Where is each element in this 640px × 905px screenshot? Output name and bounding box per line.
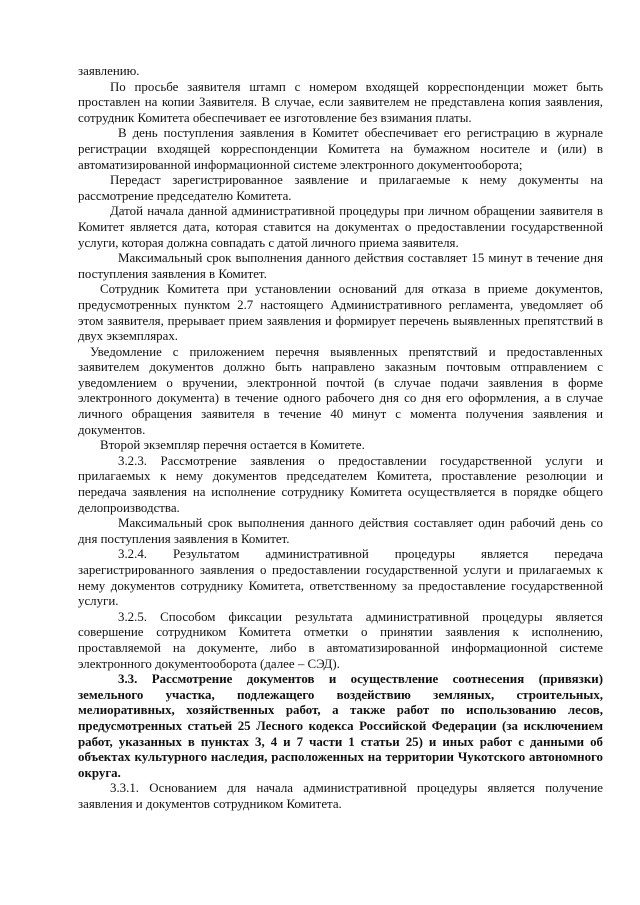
document-page (78, 64, 603, 813)
paragraph-max-time-15min: Максимальный срок выполнения данного действия составляет 15 минут в течение дня поступления заявления в Комитет. (78, 251, 603, 281)
paragraph-transfer-to-chairman: Передаст зарегистрированное заявление и прилагаемые к нему документы на рассмотрение председателю Комитета. (78, 173, 603, 203)
paragraph-notification: Уведомление с приложением перечня выявленных препятствий и предоставленных заявителем документов должно быть направлено заказным почтовым отправлением с уведомлением о вручении, электронной почтой (в случае подачи заявления в форме электронного документа) в течение одного рабочего дня со дня его оформления, а в случае личного обращения заявителя в течение 40 минут с момента получения заявления и документов. (78, 344, 603, 437)
paragraph-3-2-4: 3.2.4. Результатом административной процедуры является передача зарегистрированного заявления о предоставлении государственной услуги и прилагаемых к нему документов сотруднику Комитета, ответственному за предоставление государственной услуги. (78, 547, 603, 609)
section-heading-3-3: 3.3. Рассмотрение документов и осуществление соотнесения (привязки) земельного участка, подлежащего воздействию земляных, строительных, мелиоративных, хозяйственных работ, а также работ по использованию лесов, предусмотренных статьей 25 Лесного кодекса Российской Федерации (за исключением работ, указанных в пунктах 3, 4 и 7 части 1 статьи 25) и иных работ с данными об объектах культурного наследия, расположенных на территории Чукотского автономного округа. (78, 672, 603, 780)
paragraph-refusal-grounds: Сотрудник Комитета при установлении оснований для отказа в приеме документов, предусмотренных пунктом 2.7 настоящего Административного регламента, уведомляет об этом заявителя, прерывает прием заявления и формирует перечень выявленных препятствий в двух экземплярах. (78, 282, 603, 344)
paragraph-second-copy: Второй экземпляр перечня остается в Комитете. (100, 438, 365, 453)
paragraph-3-2-3: 3.2.3. Рассмотрение заявления о предоставлении государственной услуги и прилагаемых к нему документов председателем Комитета, проставление резолюции и передача заявления на исполнение сотруднику Комитета осуществляется в порядке общего делопроизводства. (78, 453, 603, 515)
paragraph-registration: В день поступления заявления в Комитет обеспечивает его регистрацию в журнале регистрации входящей корреспонденции Комитета на бумажном носителе и (или) в автоматизированной информационной системе электронного документооборота; (78, 126, 603, 172)
paragraph-max-time-one-day: Максимальный срок выполнения данного действия составляет один рабочий день со дня поступления заявления в Комитет. (78, 516, 603, 546)
paragraph-3-2-5: 3.2.5. Способом фиксации результата административной процедуры является совершение сотрудником Комитета отметки о принятии заявления к исполнению, проставляемой на документе, либо в автоматизированной информационной системе электронного документооборота (далее – СЭД). (78, 609, 603, 671)
paragraph-3-3-1: 3.3.1. Основанием для начала административной процедуры является получение заявления и документов сотрудником Комитета. (78, 781, 603, 811)
paragraph-continuation: заявлению. (78, 64, 140, 78)
paragraph-start-date: Датой начала данной административной процедуры при личном обращении заявителя в Комитет является дата, которая ставится на документах о предоставлении государственной услуги, которая должна совпадать с датой личного приема заявителя. (78, 204, 603, 250)
paragraph-stamp-copy: По просьбе заявителя штамп с номером входящей корреспонденции может быть проставлен на копии Заявителя. В случае, если заявителем не представлена копия заявления, сотрудник Комитета обеспечивает ее изготовление без взимания платы. (78, 79, 603, 125)
